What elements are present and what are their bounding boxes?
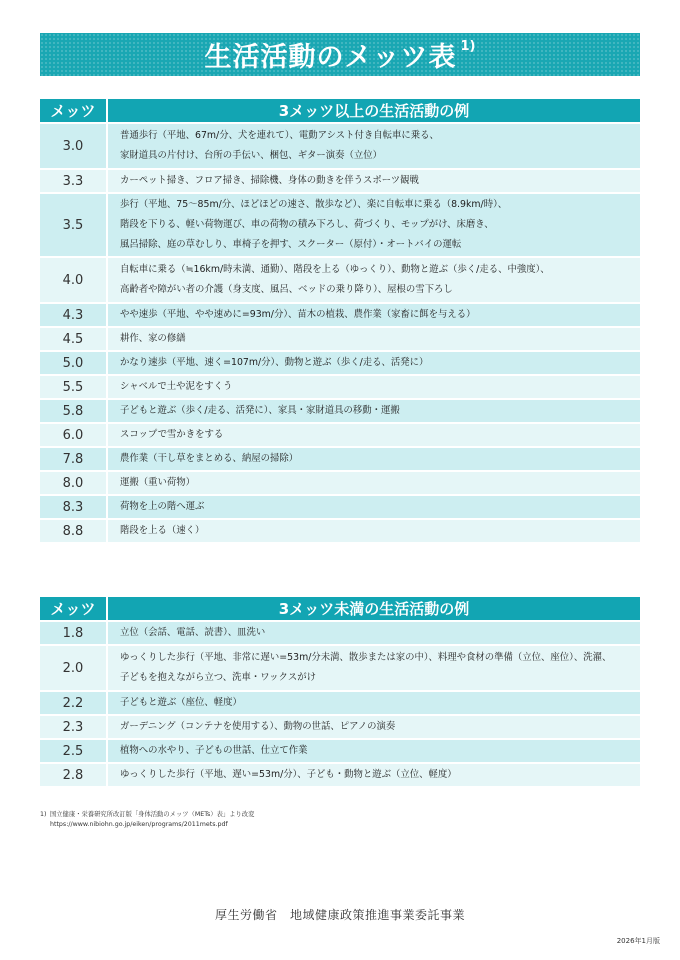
mets-value: 2.5 xyxy=(40,740,106,762)
mets-value: 3.5 xyxy=(40,194,106,256)
activity-line: かなり速歩（平地、速く=107m/分）、動物と遊ぶ（歩く/走る、活発に） xyxy=(120,357,429,368)
table-row xyxy=(40,692,640,714)
activity-examples xyxy=(108,304,640,326)
activity-line: 子どもと遊ぶ（歩く/走る、活発に）、家具・家財道具の移動・運搬 xyxy=(120,405,400,416)
activity-examples xyxy=(108,124,640,168)
mets-value: 3.0 xyxy=(40,124,106,168)
table-row xyxy=(40,740,640,762)
mets-value: 4.0 xyxy=(40,258,106,302)
activity-line: 農作業（干し草をまとめる、納屋の掃除） xyxy=(120,453,299,464)
activity-line: 子どもと遊ぶ（座位、軽度） xyxy=(120,697,242,708)
activity-line: ガーデニング（コンテナを使用する）、動物の世話、ピアノの演奏 xyxy=(120,721,396,732)
table-row xyxy=(40,424,640,446)
activity-examples xyxy=(108,622,640,644)
mets-value: 5.5 xyxy=(40,376,106,398)
activity-examples xyxy=(108,258,640,302)
activity-examples xyxy=(108,424,640,446)
table-row xyxy=(40,400,640,422)
activity-line: 荷物を上の階へ運ぶ xyxy=(120,501,205,512)
mets-value: 2.3 xyxy=(40,716,106,738)
title-banner xyxy=(40,33,640,76)
activity-examples xyxy=(108,194,640,256)
mets-value: 2.8 xyxy=(40,764,106,786)
activity-line: 植物への水やり、子どもの世話、仕立て作業 xyxy=(120,745,308,756)
table-row xyxy=(40,716,640,738)
header-mets: メッツ xyxy=(40,597,106,620)
activity-line: 耕作、家の修繕 xyxy=(120,333,186,344)
mets-table-below-3 xyxy=(40,597,640,788)
activity-examples xyxy=(108,448,640,470)
mets-value: 2.0 xyxy=(40,646,106,690)
activity-line: ゆっくりした歩行（平地、遅い=53m/分）、子ども・動物と遊ぶ（立位、軽度） xyxy=(120,769,457,780)
activity-line: 階段を下りる、軽い荷物運び、車の荷物の積み下ろし、荷づくり、モップがけ、床磨き、 xyxy=(120,219,494,230)
header-mets: メッツ xyxy=(40,99,106,122)
mets-value: 4.5 xyxy=(40,328,106,350)
activity-line: 歩行（平地、75～85m/分、ほどほどの速さ、散歩など）、楽に自転車に乗る（8.9km/時）、 xyxy=(120,199,508,210)
activity-examples xyxy=(108,646,640,690)
footnote-number: 1) xyxy=(40,811,47,818)
activity-examples xyxy=(108,376,640,398)
table-row xyxy=(40,376,640,398)
activity-examples xyxy=(108,692,640,714)
activity-examples xyxy=(108,520,640,542)
mets-value: 5.8 xyxy=(40,400,106,422)
activity-line: スコップで雪かきをする xyxy=(120,429,224,440)
mets-value: 1.8 xyxy=(40,622,106,644)
mets-value: 6.0 xyxy=(40,424,106,446)
edition-date: 2026年1月版 xyxy=(616,937,660,945)
table-row xyxy=(40,646,640,690)
table-row xyxy=(40,304,640,326)
activity-line: 普通歩行（平地、67m/分、犬を連れて）、電動アシスト付き自転車に乗る、 xyxy=(120,130,439,141)
activity-examples xyxy=(108,472,640,494)
mets-value: 4.3 xyxy=(40,304,106,326)
footnote xyxy=(40,810,254,830)
table-row xyxy=(40,472,640,494)
table-row xyxy=(40,448,640,470)
activity-line: カーペット掃き、フロア掃き、掃除機、身体の動きを伴うスポーツ観戦 xyxy=(120,175,419,186)
activity-line: ゆっくりした歩行（平地、非常に遅い=53m/分未満、散歩または家の中）、料理や食材の準備（立位、座位）、洗濯、 xyxy=(120,652,612,663)
activity-examples xyxy=(108,764,640,786)
table-header xyxy=(40,597,640,620)
activity-line: 子どもを抱えながら立つ、洗車・ワックスがけ xyxy=(120,672,316,683)
activity-examples xyxy=(108,328,640,350)
mets-value: 8.8 xyxy=(40,520,106,542)
table-row xyxy=(40,124,640,168)
mets-value: 8.0 xyxy=(40,472,106,494)
mets-value: 5.0 xyxy=(40,352,106,374)
activity-examples xyxy=(108,496,640,518)
mets-table-3-and-above xyxy=(40,99,640,544)
table-row xyxy=(40,496,640,518)
page-title: 生活活動のメッツ表 xyxy=(204,42,457,73)
footnote-url[interactable]: https://www.nibiohn.go.jp/eiken/programs/2011mets.pdf xyxy=(50,821,228,828)
header-activity: 3メッツ未満の生活活動の例 xyxy=(108,597,640,620)
activity-line: 高齢者や障がい者の介護（身支度、風呂、ベッドの乗り降り）、屋根の雪下ろし xyxy=(120,284,453,295)
activity-examples xyxy=(108,716,640,738)
activity-line: 立位（会話、電話、読書）、皿洗い xyxy=(120,627,266,638)
activity-examples xyxy=(108,352,640,374)
mets-value: 3.3 xyxy=(40,170,106,192)
table-row xyxy=(40,764,640,786)
footnote-text: 国立健康・栄養研究所改訂版「身体活動のメッツ（METs）表」より改変 xyxy=(50,811,255,818)
activity-examples xyxy=(108,740,640,762)
title-footnote-mark: 1) xyxy=(460,39,476,54)
table-row xyxy=(40,520,640,542)
table-row xyxy=(40,328,640,350)
table-row xyxy=(40,194,640,256)
activity-line: 運搬（重い荷物） xyxy=(120,477,196,488)
activity-line: 階段を上る（速く） xyxy=(120,525,205,536)
table-header xyxy=(40,99,640,122)
activity-examples xyxy=(108,170,640,192)
ministry-credit: 厚生労働省 地域健康政策推進事業委託事業 xyxy=(214,908,465,922)
table-row xyxy=(40,258,640,302)
table-row xyxy=(40,352,640,374)
mets-value: 8.3 xyxy=(40,496,106,518)
header-activity: 3メッツ以上の生活活動の例 xyxy=(108,99,640,122)
mets-value: 2.2 xyxy=(40,692,106,714)
mets-value: 7.8 xyxy=(40,448,106,470)
activity-examples xyxy=(108,400,640,422)
activity-line: 風呂掃除、庭の草むしり、車椅子を押す、スクーター（原付）・オートバイの運転 xyxy=(120,239,462,250)
table-row xyxy=(40,622,640,644)
activity-line: 家財道具の片付け、台所の手伝い、梱包、ギター演奏（立位） xyxy=(120,150,383,161)
table-row xyxy=(40,170,640,192)
activity-line: やや速歩（平地、やや速めに=93m/分）、苗木の植栽、農作業（家畜に餌を与える） xyxy=(120,309,476,320)
activity-line: シャベルで土や泥をすくう xyxy=(120,381,233,392)
activity-line: 自転車に乗る（≒16km/時未満、通勤）、階段を上る（ゆっくり）、動物と遊ぶ（歩く/走る、中強度）、 xyxy=(120,264,550,275)
